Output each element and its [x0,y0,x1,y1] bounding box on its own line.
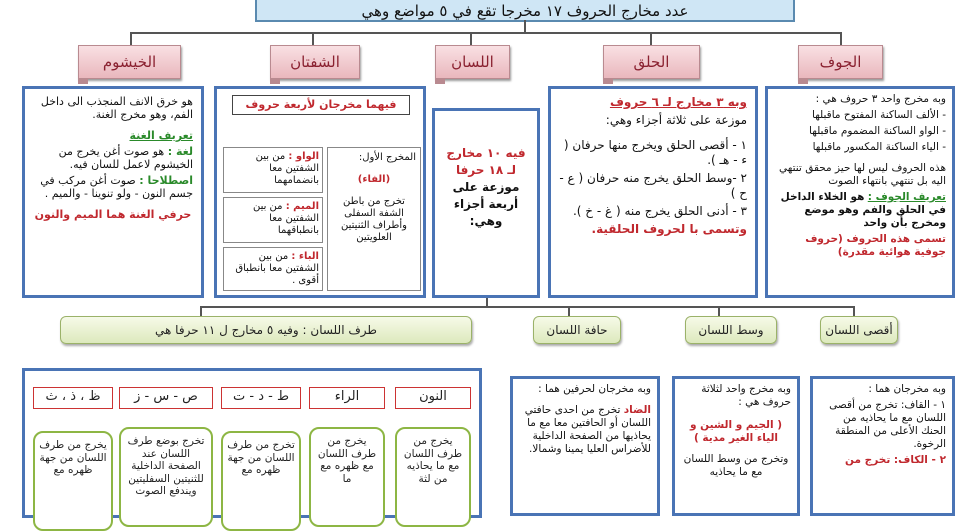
waw-title: الواو : [288,151,319,162]
page-title: عدد مخارج الحروف ١٧ مخرجا تقع في ٥ مواضع وهي [255,0,795,22]
shafatan-mim [223,197,323,243]
pill-wasat: وسط اللسان [685,316,777,344]
taraf-letter: النون [395,387,471,409]
shafatan-waw [223,147,323,193]
shafatan-first-letter: (الفاء) [357,174,391,185]
khayshum-def-title: تعريف الغنة [129,129,193,142]
lugha-title: لغة : [167,145,193,158]
jawf-def-title: تعريف الجوف : [867,191,946,203]
istilah-title: اصطلاحا : [139,174,193,187]
shafatan-panel [214,86,426,298]
taraf-panel [22,368,482,518]
khayshum-footer: حرفي الغنة هما الميم والنون [34,208,192,221]
wasat-panel [672,376,800,516]
halq-intro: وبه ٣ مخارج لـ ٦ حروف [609,95,747,109]
jawf-def-text: هو الخلاء الداخل في الحلق والفم وهو موضع ومخرج بأن واحد [780,191,946,229]
pill-taraf: طرف اللسان : وفيه ٥ مخارج ل ١١ حرفا هي [60,316,472,344]
halq-item2: ٢ -وسط الحلق يخرج منه حرفان ( ع - ح ) [559,171,747,200]
jawf-intro: وبه مخرج واحد ٣ حروف هي : [815,93,946,105]
mim-title: الميم : [285,201,319,212]
lisan-line3: موزعة على [452,180,520,194]
pill-hafa: حافة اللسان [533,316,621,344]
taraf-desc: تخرج من طرف اللسان من جهة ظهره مع [221,431,301,531]
lisan-line4: أربعة أجزاء [453,197,519,211]
wasat-intro: وبه مخرج واحد لثلاثة حروف هي : [701,383,791,408]
wasat-letters: ( الجيم و الشين و الياء الغير مدية ) [689,419,783,444]
jawf-item: - الألف الساكنة المفتوح ماقبلها [812,109,946,121]
aqsa-intro: وبه مخرجان هما : [868,383,946,395]
shafatan-first [327,147,421,291]
waw-desc: من بين الشفتين معا بانضمامهما [255,151,319,186]
taraf-desc: يخرج من طرف اللسان مع ما يحاذيه من لثة [395,427,471,527]
tag-khayshum: الخيشوم [78,45,181,79]
halq-item3: ٣ - أدنى الحلق يخرج منه ( غ - خ ). [572,204,747,218]
jawf-note: هذه الحروف ليس لها حيز محقق تنتهي اليه بل تنتهي بانتهاء الصوت [779,162,946,187]
taraf-letter: ط - د - ت [221,387,301,409]
ba-desc: من بين الشفتين معا بانطباق أقوى . [235,251,319,286]
jawf-item: - الواو الساكنة المضموم ماقبلها [809,125,946,137]
tag-jawf: الجوف [798,45,883,79]
halq-item1: ١ - أقصى الحلق ويخرج منها حرفان ( ء - هـ ). [563,138,747,167]
jawf-item: - الياء الساكنة المكسور ماقبلها [812,141,946,153]
lisan-panel [432,108,540,298]
lisan-line1: فيه ١٠ مخارج [446,146,526,160]
dad-desc: تخرج من احدى حافتي اللسان أو الحافتين معا مع ما يحاذيها من الصفحة الداخلية للأضراس العليا يمينا وشمالا. [524,404,651,455]
khayshum-intro: هو خرق الانف المنجذب الى داخل الفم، وهو مخرج الغنة. [40,95,193,121]
lisan-line5: وهي: [469,214,503,228]
istilah-text: صوت أغن مركب في جسم النون - ولو تنوينا - والميم . [40,174,193,200]
hafa-intro: وبه مخرجان لحرفين هما : [538,383,651,395]
ba-title: الباء : [291,251,319,262]
halq-sub: موزعة على ثلاثة أجزاء وهي: [605,113,747,127]
taraf-letter: الراء [309,387,385,409]
jawf-panel [765,86,955,298]
hafa-panel [510,376,660,516]
taraf-desc: يخرج من طرف اللسان مع ظهره مع ما [309,427,385,527]
tag-shafatan: الشفتان [270,45,360,79]
wasat-desc: وتخرج من وسط اللسان مع ما يحاذيه [683,453,789,478]
khayshum-panel [22,86,204,298]
mim-desc: من بين الشفتين معا بانطباقهما [252,201,319,236]
tag-lisan: اللسان [435,45,510,79]
halq-panel [548,86,758,298]
pill-aqsa: أقصى اللسان [820,316,898,344]
aqsa-qaf: ١ - القاف: تخرج من أقصى اللسان مع ما يحاذيه من الحنك الأعلى من المنطقة الرخوة. [829,399,946,450]
jawf-def-red: تسمى هذه الحروف (حروف جوفية هوائية مقدرة) [805,233,946,258]
lugha-text: هو صوت أغن يخرج من الخيشوم لاعمل للسان فيه. [58,145,193,171]
taraf-desc: تخرج بوضع طرف اللسان عند الصفحة الداخلية للثنيتين السفليتين ويندفع الصوت [119,427,213,527]
dad-title: الضاد [623,404,651,416]
aqsa-kaf: ٢ - الكاف: تخرج من [845,454,946,466]
shafatan-top: فيهما مخرجان لأربعة حروف [232,95,410,115]
taraf-letter: ص - س - ز [119,387,213,409]
tag-halq: الحلق [603,45,700,79]
shafatan-first-desc: تخرج من باطن الشفة السفلى وأطراف الثنيتين العلويتين [341,196,407,243]
taraf-letter: ظ ، ذ ، ث [33,387,113,409]
shafatan-first-title: المخرج الأول: [358,152,416,163]
taraf-desc: يخرج من طرف اللسان من جهة ظهره مع [33,431,113,531]
shafatan-ba [223,247,323,291]
lisan-line2: لـ ١٨ حرفا [455,163,517,177]
halq-footer: وتسمى با لحروف الحلقية. [591,222,747,236]
aqsa-panel [810,376,955,516]
